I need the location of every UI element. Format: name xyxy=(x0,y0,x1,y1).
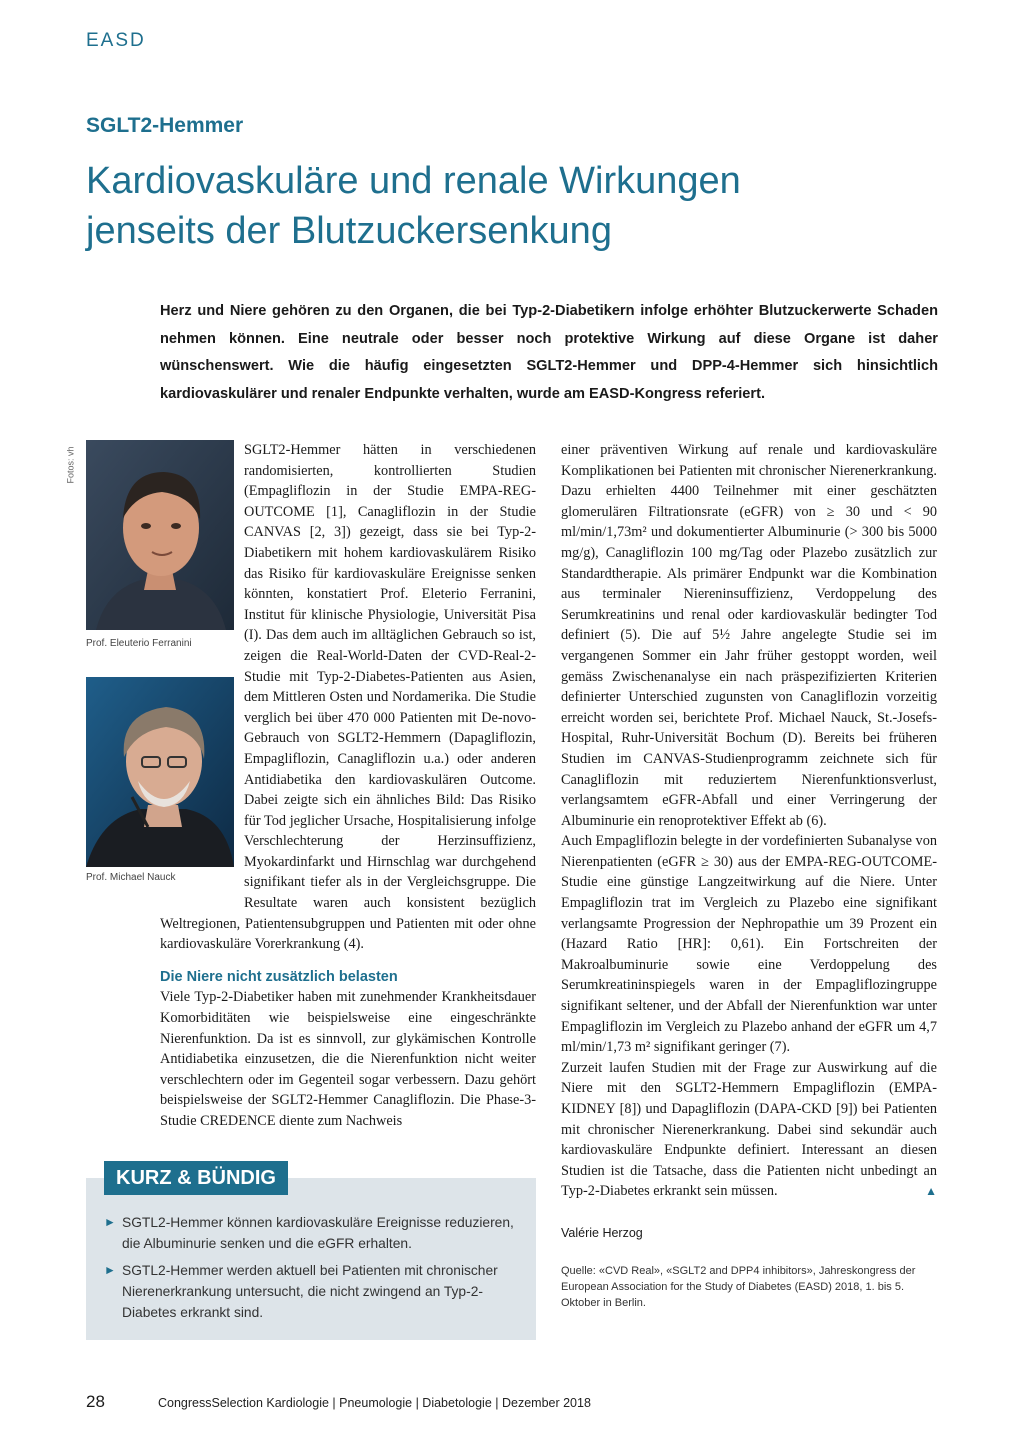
article-title xyxy=(86,156,966,256)
photo-credit xyxy=(66,440,82,500)
summary-bullet-2-text: SGTL2-Hemmer werden aktuell bei Patienten mit chronischer Nierenerkrankung untersucht, die nicht zwingend an Typ-2-Diabetes erkrankt sind. xyxy=(122,1263,498,1320)
body-paragraph-3: einer präventiven Wirkung auf renale und kardiovaskuläre Komplikationen bei Patienten mit chronischer Nierenerkrankung. Dazu erhielten 4400 Teilnehmer mit einer geschätzten glomerulären Filtrationsrate (eGFR) von ≥ 30 und < 90 ml/min/1,73m² und dokumentierter Albuminurie (> 300 bis 5000 mg/g), Canagliflozin 100 mg/Tag oder Plazebo zusätzlich zur Standardtherapie. Als primärer Endpunkt war die Kombination aus terminaler Niereninsuffizienz, Verdoppelung des Serumkreatinins und renal oder kardiovaskulär bedingter Tod definiert (5). Die auf 5½ Jahre angelegte Studie sei im vergangenen Sommer ein Jahr früher gestoppt worden, weil gemäss Zwischenanalyse ein nach präspezifizierten Kriterien definierter Unterschied zugunsten von Canagliflozin vorzeitig erreicht worden sei, berichtete Prof. Michael Nauck, St.-Josefs-Hospital, Ruhr-Universität Bochum (D). Bereits bei früheren Studien im CANVAS-Studienprogramm zeichnete sich für Canagliflozin mit reduziertem Nierenfunktionsverlust, verlangsamtem eGFR-Abfall und einer Verringerung der Albuminurie ein renoprotektiver Effekt ab (6). xyxy=(561,442,937,829)
triangle-right-icon: ► xyxy=(104,1215,116,1229)
section-tag: EASD xyxy=(86,30,146,51)
summary-bullet-1-text: SGTL2-Hemmer können kardiovaskuläre Ereignisse reduzieren, die Albuminurie senken und die eGFR erhalten. xyxy=(122,1215,514,1251)
summary-bullet-1 xyxy=(104,1212,524,1254)
body-paragraph-2: Viele Typ-2-Diabetiker haben mit zunehmender Krankheitsdauer Komorbiditäten wie beispielsweise eine eingeschränkte Nierenfunktion. Da ist es sinnvoll, zur glykämischen Kontrolle Antidiabetika einzusetzen, die die Nierenfunktion nicht weiter verschlechtern oder im Gegenteil sogar verbessern. Dazu gehört beispielsweise der SGLT2-Hemmer Canagliflozin. Die Phase-3-Studie CREDENCE diente zum Nachweis xyxy=(160,989,536,1129)
source-note: Quelle: «CVD Real», «SGLT2 and DPP4 inhibitors», Jahreskongress der European Association for the Study of Diabetes (EASD) 2018, 1. bis 5. Oktober in Berlin. xyxy=(561,1265,916,1309)
photo-text-wrap-spacer xyxy=(160,440,244,899)
end-mark-icon: ▲ xyxy=(925,1184,937,1199)
article-lead: Herz und Niere gehören zu den Organen, die bei Typ-2-Diabetikern infolge erhöhter Blutzuckerwerte Schaden nehmen können. Eine neutrale oder besser noch protektive Wirkung auf diese Organe ist daher wünschenswert. Wie die häufig eingesetzten SGLT2-Hemmer und DPP-4-Hemmer sich hinsichtlich kardiovaskulärer und renaler Endpunkte verhalten, wurde am EASD-Kongress referiert. xyxy=(160,303,938,402)
title-line-2: jenseits der Blutzuckersenkung xyxy=(86,210,612,252)
body-paragraph-5-text: Zurzeit laufen Studien mit der Frage zur Auswirkung auf die Niere mit den SGLT2-Hemmern Empagliflozin (EMPA-KIDNEY [8]) und Dapagliflozin (DAPA-CKD [9]) bei Patienten mit chronischer Nierenerkrankung. Dabei sind sekundär auch kardiovaskuläre Endpunkte definiert. Interessant an diesen Studien ist die Tatsache, dass die Patienten nicht unbedingt an Typ-2-Diabetes erkrankt sein müssen. xyxy=(561,1059,937,1200)
body-paragraph-1: SGLT2-Hemmer hätten in verschiedenen randomisierten, kontrollierten Studien (Empagliflozin in der Studie EMPA-REG-OUTCOME [1], Canagliflozin in der Studie CANVAS [2, 3]) gezeigt, dass sie bei Typ-2-Diabetikern mit hohem kardiovaskulärem Risiko das Risiko für kardiovaskuläre Ereignisse senken könnten, konstatiert Prof. Eleterio Ferranini, Institut für klinische Physiologie, Universität Pisa (I). Das dem auch im alltäglichen Gebrauch so ist, zeigen die Real-World-Daten der CVD-Real-2-Studie mit Typ-2-Diabetes-Patienten aus Asien, dem Mittleren Osten und Nordamerika. Die Studie verglich bei über 470 000 Patienten mit De-novo-Gebrauch von SGLT2-Hemmern (Dapagliflozin, Empagliflozin, Canagliflozin u.a.) oder anderen Antidiabetika den kardiovaskulären Outcome. Dabei zeigte sich ein ähnliches Bild: Das Risiko für Tod jeglicher Ursache, Hospitalisierung infolge Verschlechterung der Herzinsuffizienz, Myokardinfarkt und Hirnschlag war durchgehend signifikant tiefer als in der Vergleichsgruppe. Die Resultate waren auch konsistent bezüglich Weltregionen, Patientensubgruppen und Patienten mit oder ohne kardiovaskuläre Vorerkrankung (4). xyxy=(160,442,536,953)
triangle-right-icon: ► xyxy=(104,1263,116,1277)
body-paragraph-4: Auch Empagliflozin belegte in der vordefinierten Subanalyse von Nierenpatienten (eGFR ≥ 30) aus der EMPA-REG-OUTCOME-Studie eine günstige Langzeitwirkung auf die Niere. Unter Empagliflozin trat im Vergleich zu Plazebo eine signifikant verlangsamte Progression der Nephropathie um 39 Prozent ein (Hazard Ratio [HR]: 0,61). Ein Fortschreiten der Makroalbuminurie sowie eine Verdoppelung des Serumkreatininspiegels waren in der Empagliflozingruppe signifikant seltener, und der Abfall der Nierenfunktion war unter Empagliflozin im Vergleich zu Plazebo anhand der eGFR um 4,7 ml/min/1,73 m² signifikant geringer (7). xyxy=(561,833,937,1056)
photo-credit-text: Fotos: vh xyxy=(65,446,76,484)
summary-box xyxy=(86,1178,536,1340)
title-line-1: Kardiovaskuläre und renale Wirkungen xyxy=(86,160,741,202)
page-number: 28 xyxy=(86,1392,105,1411)
photo-caption-2: Prof. Michael Nauck xyxy=(86,872,176,883)
photo-caption-1: Prof. Eleuterio Ferranini xyxy=(86,638,192,649)
summary-box-title: KURZ & BÜNDIG xyxy=(104,1161,288,1195)
column-2 xyxy=(561,440,937,1202)
article-kicker: SGLT2-Hemmer xyxy=(86,114,244,137)
column-1 xyxy=(160,440,536,1132)
author: Valérie Herzog xyxy=(561,1226,643,1240)
publication-line: CongressSelection Kardiologie | Pneumologie | Diabetologie | Dezember 2018 xyxy=(158,1396,591,1410)
summary-bullet-2 xyxy=(104,1260,524,1323)
body-paragraph-5 xyxy=(561,1058,937,1202)
section-subhead: Die Niere nicht zusätzlich belasten xyxy=(160,968,398,985)
